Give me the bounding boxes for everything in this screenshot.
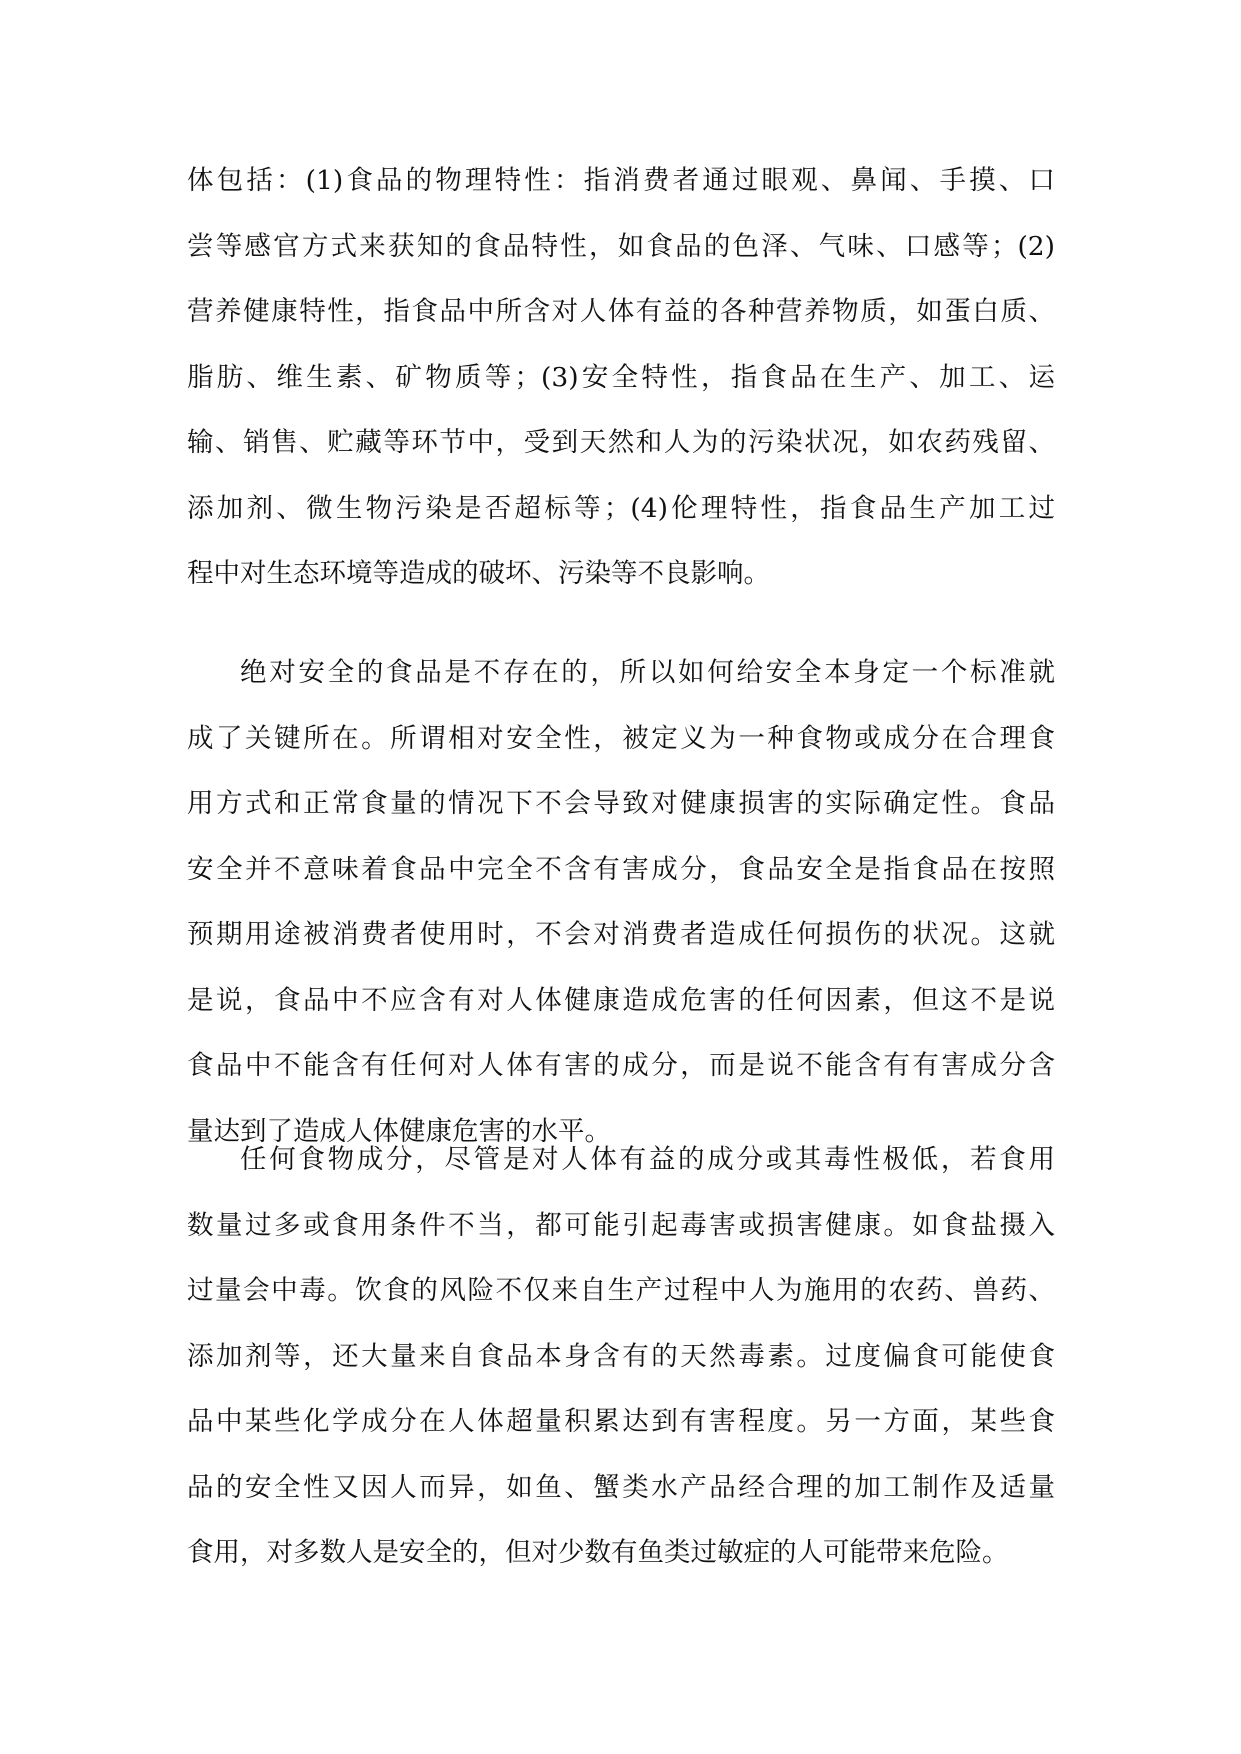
text-line: 预期用途被消费者使用时，不会对消费者造成任何损伤的状况。这就	[187, 919, 1055, 950]
text-line: 是说，食品中不应含有对人体健康造成危害的任何因素，但这不是说	[187, 984, 1055, 1016]
text-line: 成了关键所在。所谓相对安全性，被定义为一种食物或成分在合理食	[187, 722, 1055, 754]
text-line: 绝对安全的食品是不存在的，所以如何给安全本身定一个标准就	[240, 657, 1055, 688]
paragraph-relative-safety	[187, 640, 1055, 1164]
text-line: 安全并不意味着食品中完全不含有害成分，食品安全是指食品在按照	[187, 853, 1055, 885]
text-line: 过量会中毒。饮食的风险不仅来自生产过程中人为施用的农药、兽药、	[187, 1275, 1055, 1306]
text-line: 脂肪、维生素、矿物质等；(3)安全特性，指食品在生产、加工、运	[187, 361, 1055, 393]
text-line: 数量过多或食用条件不当，都可能引起毒害或损害健康。如食盐摄入	[187, 1209, 1055, 1241]
text-line: 食用，对多数人是安全的，但对少数有鱼类过敏症的人可能带来危险。	[187, 1537, 1009, 1568]
text-line: 任何食物成分，尽管是对人体有益的成分或其毒性极低，若食用	[240, 1144, 1055, 1175]
text-line: 品的安全性又因人而异，如鱼、蟹类水产品经合理的加工制作及适量	[187, 1471, 1055, 1503]
text-line: 营养健康特性，指食品中所含对人体有益的各种营养物质，如蛋白质、	[187, 296, 1055, 327]
text-line: 尝等感官方式来获知的食品特性，如食品的色泽、气味、口感等；(2)	[187, 230, 1055, 262]
paragraph-dietary-risk	[187, 1127, 1055, 1586]
text-line: 体包括：(1)食品的物理特性：指消费者通过眼观、鼻闻、手摸、口	[187, 165, 1055, 196]
text-line: 添加剂、微生物污染是否超标等；(4)伦理特性，指食品生产加工过	[187, 492, 1055, 524]
text-line: 食品中不能含有任何对人体有害的成分，而是说不能含有有害成分含	[187, 1050, 1055, 1081]
paragraph-food-characteristics	[187, 148, 1055, 607]
text-line: 品中某些化学成分在人体超量积累达到有害程度。另一方面，某些食	[187, 1406, 1055, 1437]
text-line: 添加剂等，还大量来自食品本身含有的天然毒素。过度偏食可能使食	[187, 1340, 1055, 1372]
text-line: 程中对生态环境等造成的破坏、污染等不良影响。	[187, 558, 770, 589]
text-line: 用方式和正常食量的情况下不会导致对健康损害的实际确定性。食品	[187, 788, 1055, 819]
text-line: 输、销售、贮藏等环节中，受到天然和人为的污染状况，如农药残留、	[187, 427, 1055, 458]
text-line: 量达到了造成人体健康危害的水平。	[187, 1115, 611, 1147]
